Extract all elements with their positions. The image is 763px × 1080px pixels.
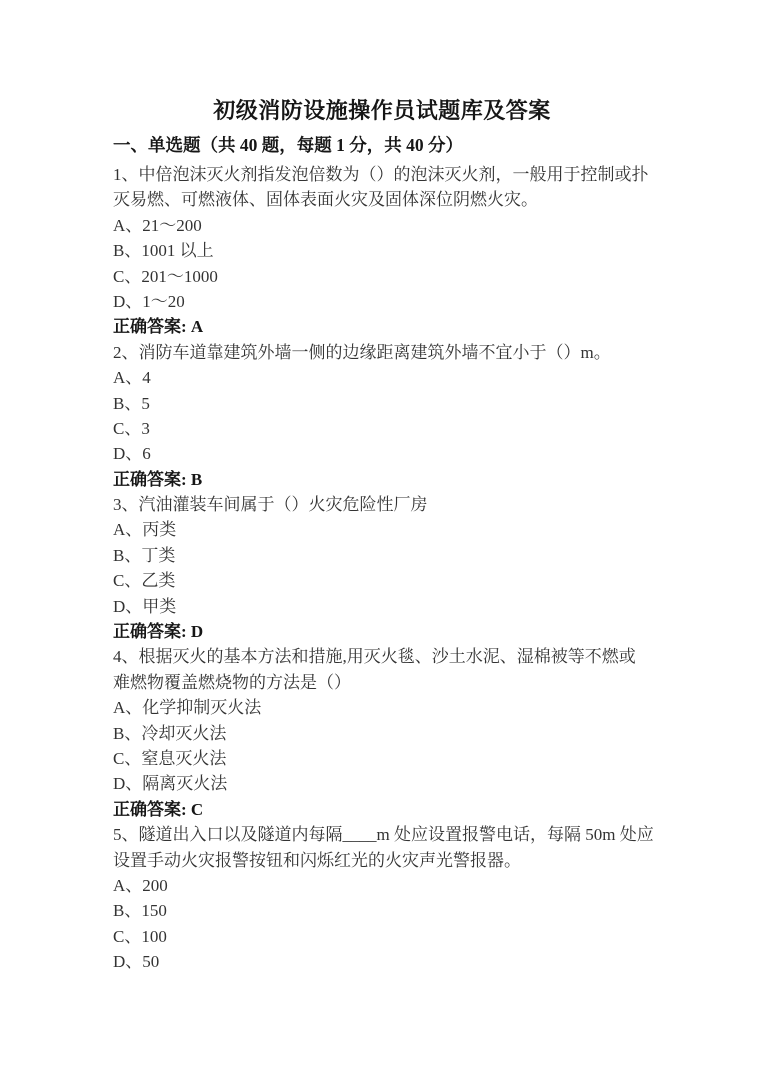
option-line: B、冷却灭火法	[113, 723, 227, 743]
option-line: B、5	[113, 393, 150, 413]
question-1	[113, 162, 651, 340]
option-line: B、1001 以上	[113, 241, 214, 261]
option-line: C、201～1000	[113, 266, 218, 286]
question-text-line: 4、根据灭火的基本方法和措施,用灭火毯、沙土水泥、湿棉被等不燃或	[113, 647, 636, 667]
question-text-line: 灭易燃、可燃液体、固体表面火灾及固体深位阴燃火灾。	[113, 190, 538, 210]
question-5	[113, 822, 654, 974]
answer-line: 正确答案: B	[113, 469, 203, 489]
question-text-line: 难燃物覆盖燃烧物的方法是（）	[113, 672, 351, 692]
question-text-line: 设置手动火灾报警按钮和闪烁红光的火灾声光警报器。	[113, 850, 521, 870]
question-text-line: 2、消防车道靠建筑外墙一侧的边缘距离建筑外墙不宜小于（）m。	[113, 342, 611, 362]
option-line: D、50	[113, 952, 160, 972]
question-text-line: 3、汽油灌装车间属于（）火灾危险性厂房	[113, 495, 428, 515]
option-line: A、200	[113, 875, 168, 895]
question-text-line: 1、中倍泡沫灭火剂指发泡倍数为（）的泡沫灭火剂，一般用于控制或扑	[113, 165, 649, 184]
option-line: A、21～200	[113, 215, 202, 235]
option-line: A、丙类	[113, 520, 177, 540]
option-line: C、3	[113, 418, 150, 438]
option-line: A、4	[113, 368, 151, 388]
question-4	[113, 644, 651, 822]
option-line: D、隔离灭火法	[113, 774, 228, 794]
option-line: C、乙类	[113, 571, 176, 591]
section-heading: 一、单选题（共 40 题，每题 1 分，共 40 分）	[113, 135, 463, 155]
option-line: B、150	[113, 901, 167, 921]
option-line: D、6	[113, 444, 151, 464]
option-line: A、化学抑制灭火法	[113, 698, 262, 718]
question-2	[113, 340, 651, 492]
option-line: B、丁类	[113, 545, 176, 565]
answer-line: 正确答案: C	[113, 799, 204, 819]
option-line: C、100	[113, 926, 167, 946]
document-title: 初级消防设施操作员试题库及答案	[213, 98, 551, 123]
option-line: D、1～20	[113, 291, 185, 311]
question-text-line: 5、隧道出入口以及隧道内每隔____m 处应设置报警电话，每隔 50m 处应	[113, 825, 654, 845]
answer-line: 正确答案: D	[113, 622, 204, 642]
option-line: C、窒息灭火法	[113, 748, 227, 768]
answer-line: 正确答案: A	[113, 317, 204, 337]
question-3	[113, 492, 651, 644]
option-line: D、甲类	[113, 596, 177, 616]
